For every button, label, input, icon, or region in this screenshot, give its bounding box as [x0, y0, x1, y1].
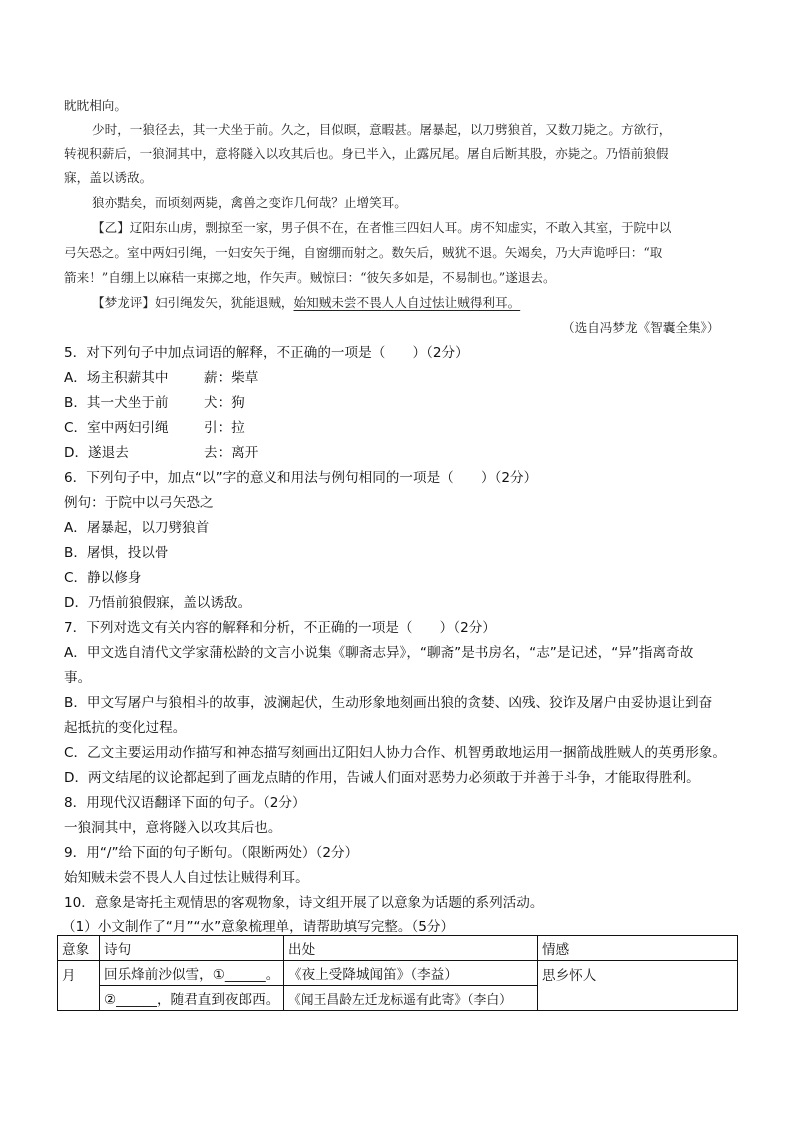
- question-10: 10．意象是寄托主观情思的客观物象，诗文组开展了以意象为话题的系列活动。: [64, 895, 544, 911]
- table-cell-verse: ②______，随君直到夜郎西。: [100, 986, 284, 1011]
- q6-example: 例句：于院中以弓矢恐之: [64, 495, 214, 511]
- q5-option-d: D．遂退去 去：离开: [64, 445, 259, 461]
- passage-line: 寐，盖以诱敌。: [64, 170, 153, 185]
- question-7: 7．下列对选文有关内容的解释和分析，不正确的一项是（ ）（2分）: [64, 620, 496, 636]
- q8-sentence: 一狼洞其中，意将隧入以攻其后也。: [64, 820, 282, 836]
- passage-yi-line: 弓矢恐之。室中两妇引绳，一妇安矢于绳，自窗绷而射之。数矢后，贼犹不退。矢竭矣，乃大声诡呼曰：“取: [64, 245, 663, 260]
- table-header-cell: 意象: [58, 936, 100, 961]
- table-cell-source: 《夜上受降城闻笛》（李益）: [284, 961, 538, 986]
- question-10-1: （1）小文制作了“月”“水”意象梳理单，请帮助填写完整。（5分）: [62, 919, 455, 935]
- comment-underlined: 始知贼未尝不畏人人自过怯让贼得利耳。: [293, 295, 521, 310]
- q5-option-a: A．场主积薪其中 薪：柴草: [64, 370, 259, 386]
- table-cell-image: 月: [58, 961, 100, 1011]
- q7-option-b-cont: 起抵抗的变化过程。: [64, 720, 187, 736]
- q5-option-b: B．其一犬坐于前 犬：狗: [64, 395, 245, 411]
- comment-prefix: 【梦龙评】妇引绳发矢，犹能退贼，: [92, 295, 294, 310]
- table-cell-emotion: 思乡怀人: [538, 961, 738, 1011]
- question-5: 5．对下列句子中加点词语的解释，不正确的一项是（ ）（2分）: [64, 345, 469, 361]
- q7-option-c: C．乙文主要运用动作描写和神态描写刻画出辽阳妇人协力合作、机智勇敢地运用一捆箭战胜贼人的英勇形象。: [64, 745, 726, 761]
- q7-option-a: A．甲文选自清代文学家蒲松龄的文言小说集《聊斋志异》，“聊斋”是书房名，“志”是记述，“异”指离奇故: [64, 645, 694, 661]
- table-header-cell: 诗句: [100, 936, 284, 961]
- question-6: 6．下列句子中，加点“以”字的意义和用法与例句相同的一项是（ ）（2分）: [64, 470, 538, 486]
- passage-line: 狼亦黠矣，而顷刻两毙，禽兽之变诈几何哉？止增笑耳。: [92, 195, 407, 210]
- passage-line: 少时，一狼径去，其一犬坐于前。久之，目似暝，意暇甚。屠暴起，以刀劈狼首，又数刀毙之。方欲行，: [92, 122, 672, 137]
- q6-option-b: B．屠惧，投以骨: [64, 545, 169, 561]
- table-cell-source: 《闻王昌龄左迁龙标遥有此寄》（李白）: [284, 986, 538, 1011]
- q7-option-a-cont: 事。: [64, 670, 92, 686]
- question-8: 8．用现代汉语翻译下面的句子。（2分）: [64, 795, 306, 811]
- table-header-cell: 情感: [538, 936, 738, 961]
- q7-option-b: B．甲文写屠户与狼相斗的故事，波澜起伏，生动形象地刻画出狼的贪婪、凶残、狡诈及屠户由妥协退让到奋: [64, 695, 713, 711]
- q5-option-c: C．室中两妇引绳 引：拉: [64, 420, 245, 436]
- comment-line: [92, 292, 520, 311]
- table-header-cell: 出处: [284, 936, 538, 961]
- table-row: [58, 961, 738, 986]
- q7-option-d: D．两文结尾的议论都起到了画龙点睛的作用，告诫人们面对恶势力必须敢于并善于斗争，才能取得胜利。: [64, 770, 700, 786]
- table-cell-verse: 回乐烽前沙似雪，①______。: [100, 961, 284, 986]
- q6-option-a: A．屠暴起，以刀劈狼首: [64, 520, 210, 536]
- passage-yi-line: 【乙】辽阳东山虏，剽掠至一家，男子俱不在，在者惟三四妇人耳。虏不知虚实，不敢入其室，于院中以: [92, 220, 672, 235]
- passage-yi-line: 箭来！”自绷上以麻秸一束掷之地，作矢声。贼惊曰：“彼矢多如是，不易制也。”遂退去。: [64, 270, 556, 285]
- q6-option-d: D．乃悟前狼假寐，盖以诱敌。: [64, 595, 252, 611]
- passage-source: （选自冯梦龙《智囊全集》）: [562, 320, 720, 335]
- q9-sentence: 始知贼未尝不畏人人自过怯让贼得利耳。: [64, 870, 309, 886]
- image-table: [57, 935, 738, 1011]
- table-header-row: [58, 936, 738, 961]
- passage-line: 转视积薪后，一狼洞其中，意将隧入以攻其后也。身已半入，止露尻尾。屠自后断其股，亦毙之。乃悟前狼假: [64, 146, 669, 161]
- passage-line: 眈眈相向。: [64, 98, 127, 113]
- q6-option-c: C．静以修身: [64, 570, 142, 586]
- question-9: 9．用“/”给下面的句子断句。（限断两处）（2分）: [64, 845, 359, 861]
